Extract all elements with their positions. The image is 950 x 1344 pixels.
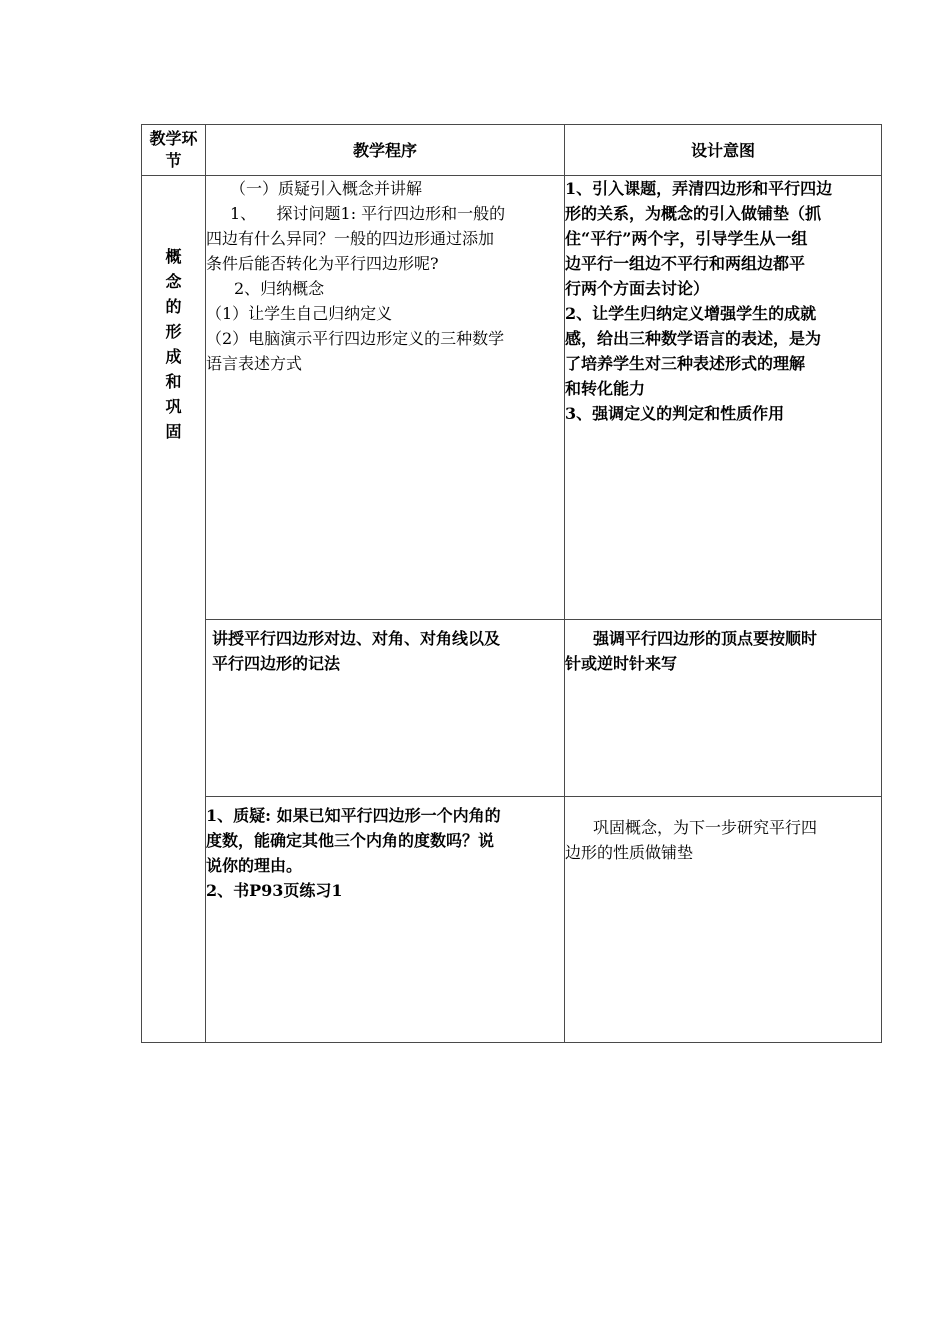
procedure-line: 2、书P93页练习1: [206, 881, 343, 900]
procedure-line: （一）质疑引入概念并讲解: [230, 179, 423, 198]
header-row: [142, 125, 882, 176]
intent-line: 边形的性质做铺垫: [565, 843, 694, 862]
procedure-line: 语言表述方式: [206, 354, 303, 373]
procedure-line: （1）让学生自己归纳定义: [206, 304, 393, 323]
procedure-line: 1、质疑: 如果已知平行四边形一个内角的: [206, 806, 501, 825]
procedure-cell: [206, 176, 565, 620]
intent-line: 了培养学生对三种表述形式的理解: [565, 354, 806, 373]
procedure-cell: [206, 620, 565, 797]
intent-line: 3、强调定义的判定和性质作用: [565, 404, 785, 423]
intent-line: 巩固概念，为下一步研究平行四: [593, 818, 818, 837]
intent-line: 1、引入课题，弄清四边形和平行四边: [565, 179, 833, 198]
stage-cell: [142, 176, 206, 1043]
procedure-line: 四边有什么异同？一般的四边形通过添加: [206, 229, 495, 248]
header-intent: 设计意图: [565, 125, 882, 176]
table-row: [142, 176, 882, 620]
intent-line: 2、让学生归纳定义增强学生的成就: [565, 304, 817, 323]
intent-line: 住“平行”两个字，引导学生从一组: [565, 229, 808, 248]
intent-cell: [565, 176, 882, 620]
procedure-line: 说你的理由。: [206, 856, 303, 875]
intent-line: 和转化能力: [565, 379, 646, 398]
stage-label: 概念的形成和巩固: [165, 247, 182, 441]
table-row: [142, 797, 882, 1043]
intent-line: 针或逆时针来写: [565, 654, 678, 673]
intent-cell: [565, 797, 882, 1043]
intent-line: 边平行一组边不平行和两组边都平: [565, 254, 806, 273]
procedure-line: 条件后能否转化为平行四边形呢?: [206, 254, 439, 273]
procedure-line: （2）电脑演示平行四边形定义的三种数学: [206, 329, 505, 348]
intent-cell: [565, 620, 882, 797]
header-procedure: 教学程序: [206, 125, 565, 176]
table-row: [142, 620, 882, 797]
procedure-line: 1、 探讨问题1: 平行四边形和一般的: [230, 204, 506, 223]
intent-line: 形的关系，为概念的引入做铺垫（抓: [565, 204, 822, 223]
procedure-cell: [206, 797, 565, 1043]
lesson-plan-table: [141, 124, 882, 1043]
header-stage: 教学环节: [142, 125, 206, 176]
intent-line: 感，给出三种数学语言的表述，是为: [565, 329, 822, 348]
procedure-line: 2、归纳概念: [234, 279, 325, 298]
procedure-line: 讲授平行四边形对边、对角、对角线以及: [212, 629, 501, 648]
intent-line: 行两个方面去讨论）: [565, 279, 710, 298]
procedure-line: 度数，能确定其他三个内角的度数吗？说: [206, 831, 495, 850]
intent-line: 强调平行四边形的顶点要按顺时: [593, 629, 818, 648]
procedure-line: 平行四边形的记法: [212, 654, 341, 673]
